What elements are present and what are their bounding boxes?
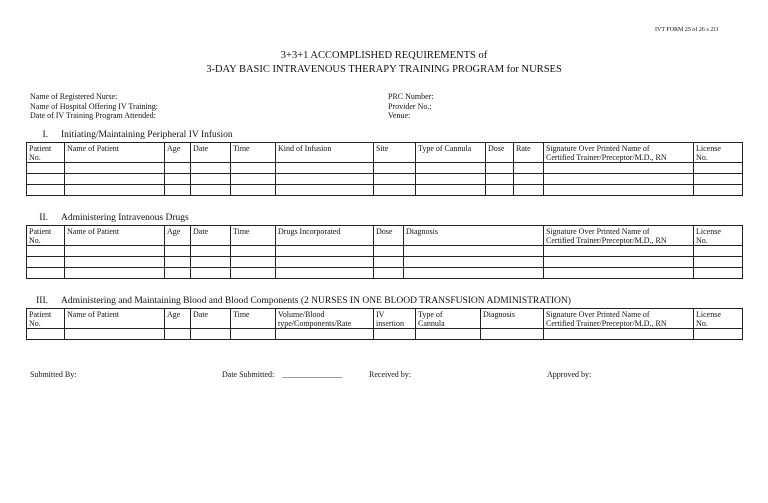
received-by-label: Received by: <box>369 370 411 379</box>
header-cell: License No. <box>694 309 743 329</box>
table-row <box>27 185 743 196</box>
date-submitted-blank[interactable]: _______________ <box>282 370 343 379</box>
table-row <box>27 174 743 185</box>
header-cell: Type of Cannula <box>416 309 481 329</box>
header-cell: Date <box>191 309 231 329</box>
header-cell: Date <box>191 226 231 246</box>
header-cell: Age <box>165 143 191 163</box>
section-3-table <box>26 308 743 340</box>
section-1-table <box>26 142 743 196</box>
section-1-heading <box>20 130 233 140</box>
header-cell: IV insertion <box>374 309 416 329</box>
header-cell: Type of Cannula <box>416 143 486 163</box>
header-cell: Time <box>231 309 276 329</box>
section-2-number: II. <box>39 213 48 223</box>
header-cell: Signature Over Printed Name of Certified Trainer/Preceptor/M.D., RN <box>544 309 694 329</box>
header-cell: Time <box>231 143 276 163</box>
header-cell: Age <box>165 226 191 246</box>
header-cell: Signature Over Printed Name of Certified Trainer/Preceptor/M.D., RN <box>544 226 694 246</box>
section-2-label: Administering Intravenous Drugs <box>61 213 189 223</box>
provider-no-label: Provider No.: <box>388 101 432 111</box>
section-1-header-row <box>27 143 743 163</box>
header-cell: Drugs Incorporated <box>276 226 374 246</box>
title-line-2: 3-DAY BASIC INTRAVENOUS THERAPY TRAINING PROGRAM for NURSES <box>206 64 562 75</box>
section-3-header-row <box>27 309 743 329</box>
table-row <box>27 163 743 174</box>
header-cell: Age <box>165 309 191 329</box>
header-cell: Date <box>191 143 231 163</box>
header-cell: Dose <box>374 226 404 246</box>
header-cell: Signature Over Printed Name of Certified Trainer/Preceptor/M.D., RN <box>544 143 694 163</box>
header-cell: Time <box>231 226 276 246</box>
section-2-header-row <box>27 226 743 246</box>
table-row <box>27 268 743 279</box>
table-row <box>27 329 743 340</box>
header-cell: License No. <box>694 143 743 163</box>
venue-label: Venue: <box>388 111 411 120</box>
prc-number-label: PRC Number: <box>388 92 434 101</box>
section-3-number: III. <box>36 296 48 306</box>
section-2-table <box>26 225 743 279</box>
section-1-number: I. <box>42 130 48 140</box>
header-cell: Name of Patient <box>65 309 165 329</box>
header-cell: Diagnosis <box>404 226 544 246</box>
info-left <box>30 92 158 121</box>
date-submitted-field <box>222 370 342 379</box>
header-cell: Patient No. <box>27 143 65 163</box>
header-cell: Diagnosis <box>481 309 544 329</box>
section-2-heading <box>20 213 189 223</box>
header-cell: License No. <box>694 226 743 246</box>
header-cell: Site <box>374 143 416 163</box>
date-submitted-label: Date Submitted: <box>222 370 275 379</box>
section-3-label: Administering and Maintaining Blood and Blood Components (2 NURSES IN ONE BLOOD TRANSFUSION ADMINISTRATION) <box>61 296 571 306</box>
header-cell: Patient No. <box>27 226 65 246</box>
header-cell: Rate <box>514 143 544 163</box>
header-cell: Patient No. <box>27 309 65 329</box>
title-line-1: 3+3+1 ACCOMPLISHED REQUIREMENTS of <box>280 50 488 61</box>
section-1-label: Initiating/Maintaining Peripheral IV Infusion <box>61 130 233 140</box>
table-row <box>27 246 743 257</box>
table-row <box>27 257 743 268</box>
header-cell: Volume/Blood type/Components/Rate <box>276 309 374 329</box>
form-number: IVT FORM 25 of 26 s 211 <box>655 27 720 33</box>
info-right <box>388 92 434 121</box>
header-cell: Dose <box>486 143 514 163</box>
header-cell: Name of Patient <box>65 226 165 246</box>
hospital-label: Name of Hospital Offering IV Training: <box>30 101 158 111</box>
section-3-heading <box>20 296 571 306</box>
submitted-by-label: Submitted By: <box>30 370 77 379</box>
header-cell: Name of Patient <box>65 143 165 163</box>
header-cell: Kind of Infusion <box>276 143 374 163</box>
approved-by-label: Approved by: <box>547 370 592 379</box>
registered-nurse-label: Name of Registered Nurse: <box>30 92 118 101</box>
training-date-label: Date of IV Training Program Attended: <box>30 111 156 120</box>
